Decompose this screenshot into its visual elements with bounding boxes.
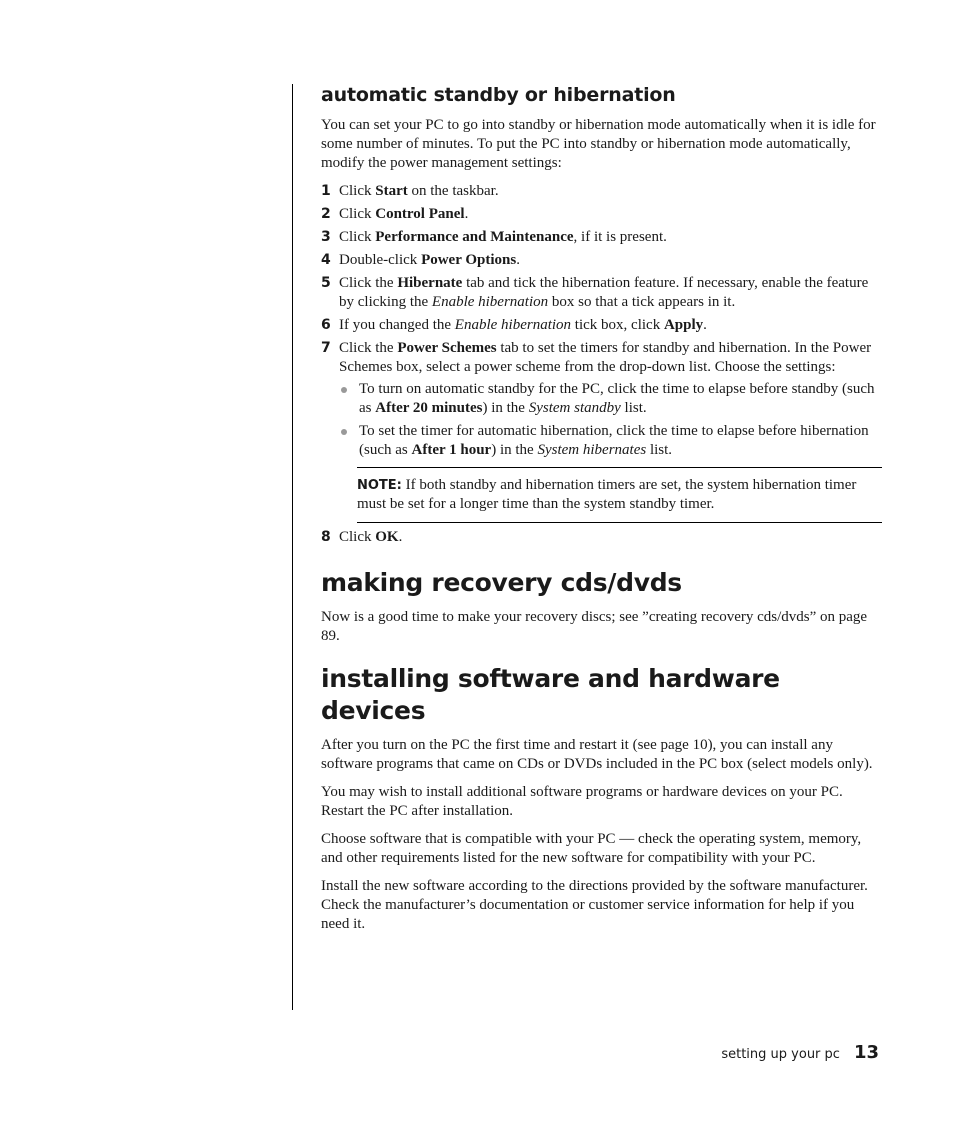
note-box <box>357 467 882 523</box>
step-ui-term: Power Options <box>421 252 517 268</box>
step-number: 4 <box>321 252 331 268</box>
section-intro: You can set your PC to go into standby or hibernation mode automatically when it is idle for some number of minutes. To put the PC into standby or hibernation mode automatically, modify the power management settings: <box>321 117 876 171</box>
bullet-text: ) in the <box>491 442 538 458</box>
section-heading-standby: automatic standby or hibernation <box>321 84 676 106</box>
step-ui-term: Performance and Maintenance <box>375 229 574 245</box>
step-text: Click <box>339 529 376 545</box>
bullet-text: list. <box>620 400 647 416</box>
step-text: . <box>464 206 469 222</box>
step-text: on the taskbar. <box>407 183 499 199</box>
step-3 <box>321 228 882 247</box>
step-number: 7 <box>321 340 331 356</box>
page-number: 13 <box>853 1042 879 1063</box>
step-text: Click <box>339 229 376 245</box>
recovery-body: Now is a good time to make your recovery discs; see ”creating recovery cds/dvds” on page 89. <box>321 609 868 644</box>
page-footer <box>721 1042 879 1063</box>
step-text: tab and tick the hibernation feature. If necessary, enable the feature by clicking the <box>339 275 869 310</box>
step-ui-term: Control Panel <box>375 206 465 222</box>
step-text: Click <box>339 183 376 199</box>
bullet-standby <box>339 380 882 418</box>
step-text: tick box, click <box>571 317 664 333</box>
bullet-option-name: System hibernates <box>537 442 647 458</box>
step-number: 8 <box>321 529 331 545</box>
bullet-hibernate <box>339 422 882 460</box>
bullet-text: ) in the <box>482 400 529 416</box>
step-number: 2 <box>321 206 331 222</box>
section-heading-recovery: making recovery cds/dvds <box>321 568 682 597</box>
install-paragraph-1: After you turn on the PC the first time and restart it (see page 10), you can install any software programs that came on CDs or DVDs included in the PC box (select models only). <box>321 737 873 772</box>
step-ui-term: OK <box>375 529 399 545</box>
step-text: tab to set the timers for standby and hibernation. In the Power Schemes box, select a power scheme from the drop-down list. Choose the settings: <box>339 340 872 375</box>
step-ui-term: Apply <box>663 317 704 333</box>
step-text: Click the <box>339 275 398 291</box>
step-ui-term: Power Schemes <box>397 340 497 356</box>
step-number: 3 <box>321 229 331 245</box>
bullet-dot-icon <box>341 429 347 435</box>
step-5 <box>321 274 882 312</box>
step-ui-term: Hibernate <box>397 275 463 291</box>
step-text: If you changed the <box>339 317 455 333</box>
install-paragraph-4: Install the new software according to the directions provided by the software manufacturer. Check the manufacturer’s documentation or customer service information for help if you need it. <box>321 878 868 932</box>
page-content <box>321 82 882 943</box>
step-text: Click <box>339 206 376 222</box>
install-paragraph-3: Choose software that is compatible with your PC — check the operating system, memory, and other requirements listed for the new software for compatibility with your PC. <box>321 831 862 866</box>
bullet-text: list. <box>646 442 673 458</box>
step-text: . <box>703 317 707 333</box>
install-paragraph-2: You may wish to install additional software programs or hardware devices on your PC. Restart the PC after installation. <box>321 784 843 819</box>
step-6 <box>321 316 882 335</box>
step-number: 1 <box>321 183 331 199</box>
step-ui-term: Start <box>375 183 408 199</box>
step-number: 5 <box>321 275 331 291</box>
footer-label: setting up your pc <box>721 1047 840 1062</box>
step-text: , if it is present. <box>573 229 667 245</box>
step-option-name: Enable hibernation <box>454 317 572 333</box>
step-4 <box>321 251 882 270</box>
bullet-option-name: System standby <box>528 400 621 416</box>
bullet-ui-term: After 20 minutes <box>375 400 483 416</box>
step-2 <box>321 205 882 224</box>
bullet-text: To turn on automatic standby for the PC, click the time to elapse before standby (such as <box>359 381 875 416</box>
note-text: If both standby and hibernation timers are set, the system hibernation timer must be set for a longer time than the system standby timer. <box>357 477 857 512</box>
step-7 <box>321 339 882 523</box>
bullet-ui-term: After 1 hour <box>411 442 492 458</box>
step-7-bullets <box>339 380 882 460</box>
section-heading-installing: installing software and hardware devices <box>321 664 780 725</box>
step-text: . <box>398 529 403 545</box>
note-label: NOTE: <box>357 478 402 493</box>
step-1 <box>321 182 882 201</box>
bullet-dot-icon <box>341 387 347 393</box>
step-text: Click the <box>339 340 398 356</box>
margin-rule <box>292 84 293 1010</box>
step-option-name: Enable hibernation <box>431 294 549 310</box>
steps-list <box>321 182 882 547</box>
step-text: . <box>516 252 520 268</box>
bullet-text: To set the timer for automatic hibernation, click the time to elapse before hibernation (such as <box>359 423 869 458</box>
step-8 <box>321 528 882 547</box>
step-text: box so that a tick appears in it. <box>548 294 736 310</box>
step-number: 6 <box>321 317 331 333</box>
step-text: Double-click <box>339 252 422 268</box>
